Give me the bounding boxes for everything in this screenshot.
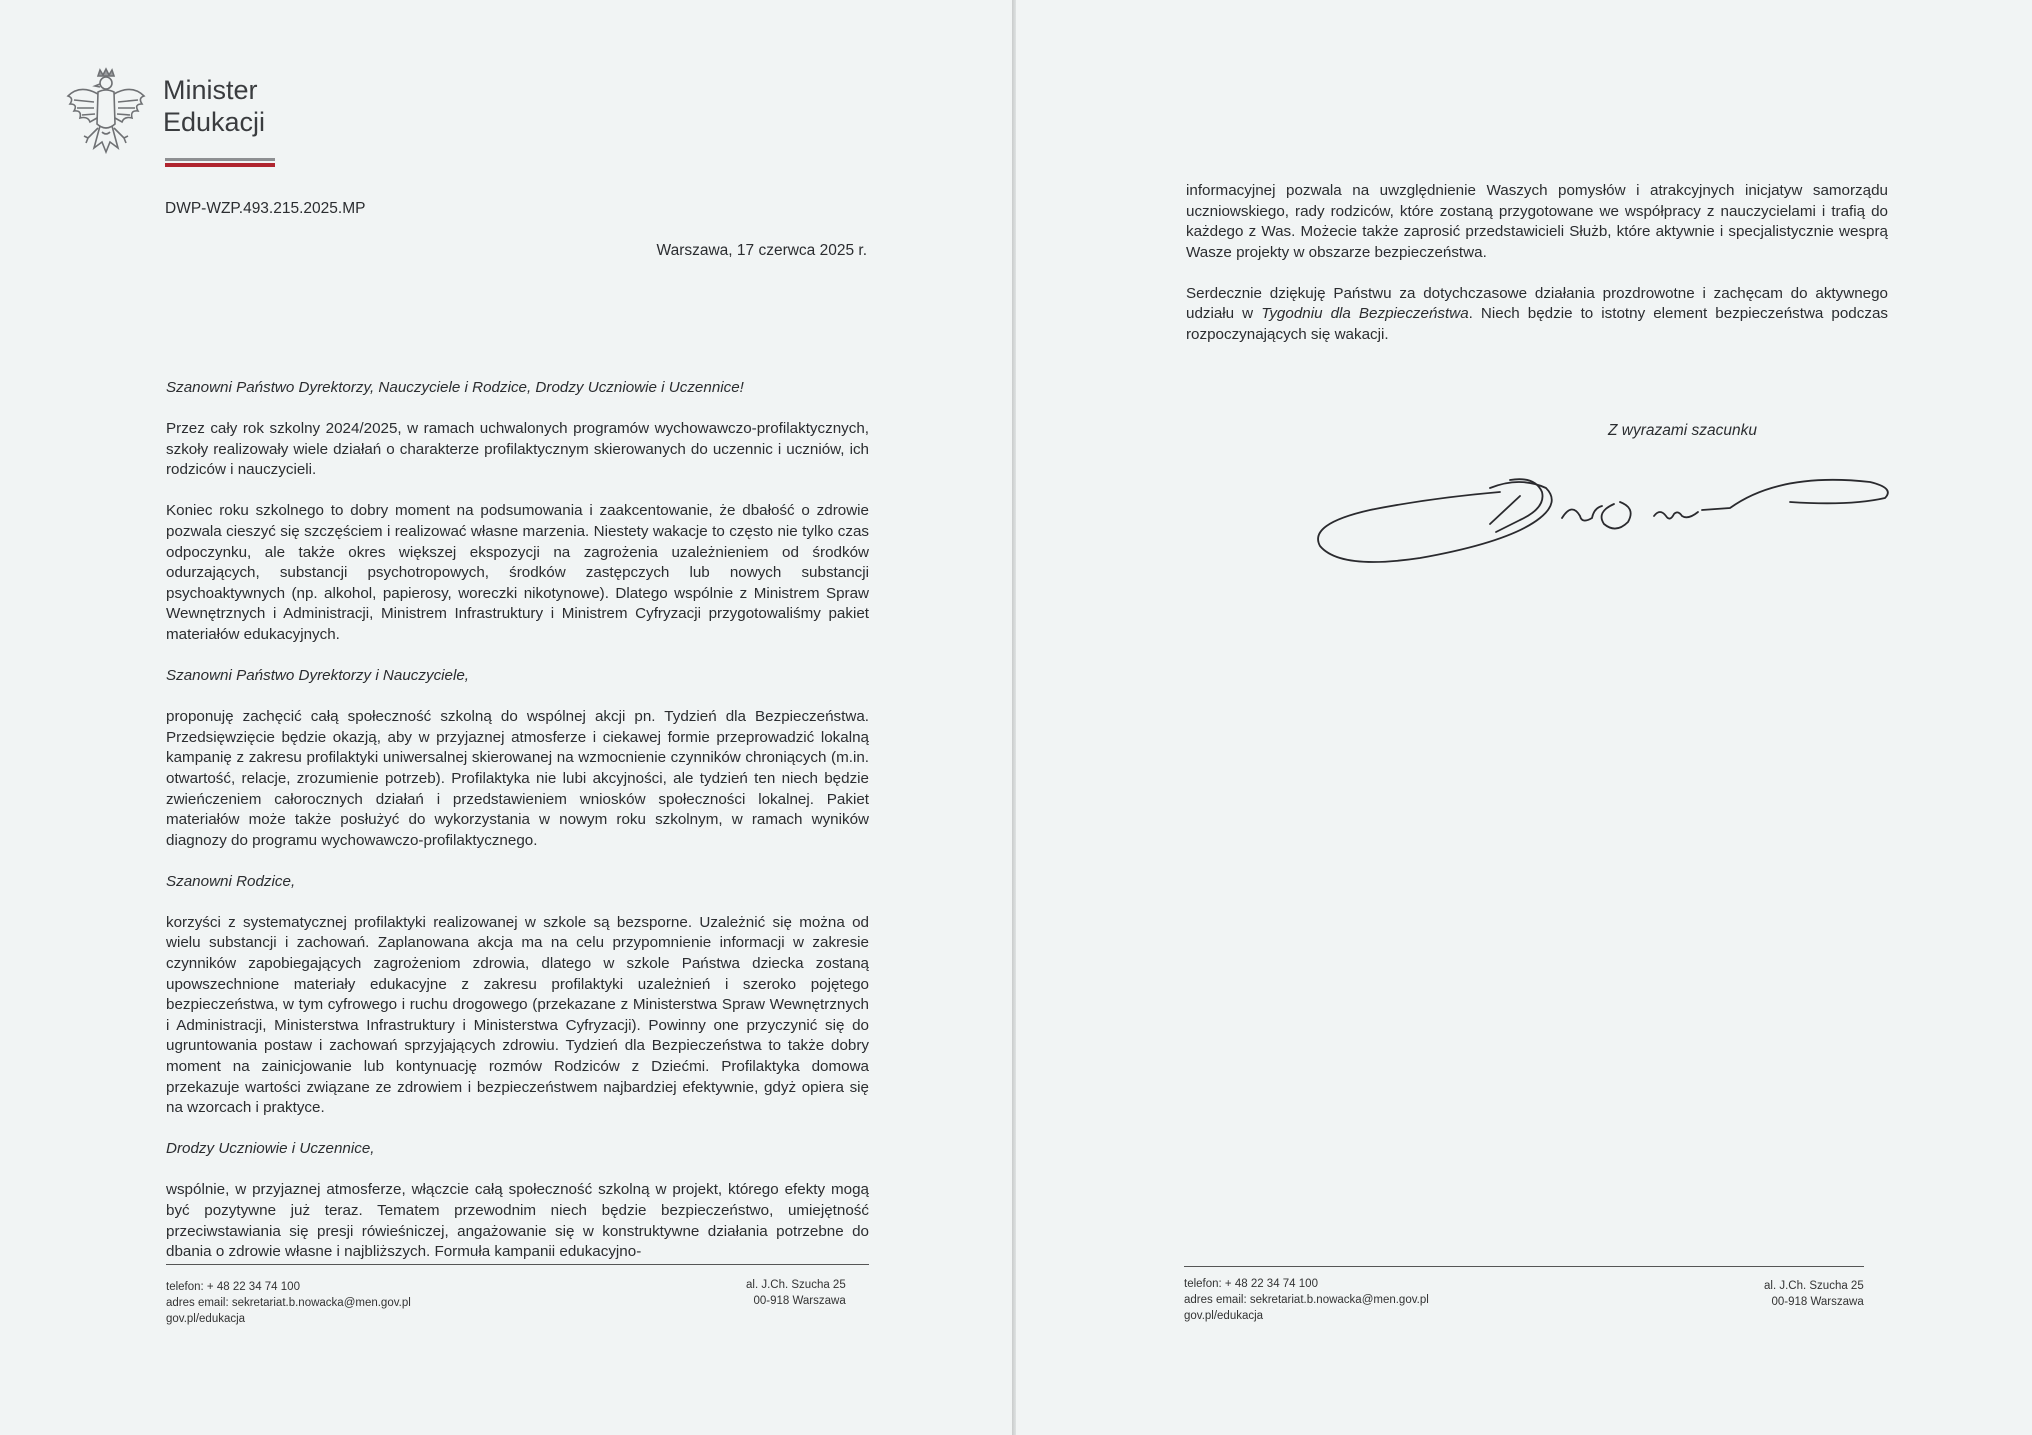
footer-street: al. J.Ch. Szucha 25 <box>746 1279 846 1291</box>
paragraph: Koniec roku szkolnego to dobry moment na podsumowania i zaakcentowanie, że dbałość o zdrowie pozwala cieszyć się szczęściem i realizować własne marzenia. Niestety wakacje to często nie tylko czas odpoczynku, ale także okres większej ekspozycji na zagrożenia uzależnieniem od środków odurzających, substancji psychotropowych, środków zastępczych lub nowych substancji psychoaktywnych (np. alkohol, papierosy, woreczki nikotynowe). Dlatego wspólnie z Ministrem Spraw Wewnętrznych i Administracji, Ministrem Infrastruktury i Ministrem Cyfryzacji przygotowaliśmy pakiet materiałów edukacyjnych. <box>166 502 869 643</box>
logo-title-line2: Edukacji <box>163 107 266 137</box>
footer-phone: telefon: + 48 22 34 74 100 <box>1184 1278 1318 1290</box>
footer-email: adres email: sekretariat.b.nowacka@men.gov.pl <box>1184 1294 1429 1306</box>
salutation: Szanowni Rodzice, <box>166 872 296 890</box>
eagle-emblem-icon <box>60 66 152 166</box>
footer-website: gov.pl/edukacja <box>1184 1310 1264 1322</box>
letter-body-column-2 <box>1186 181 1888 366</box>
ministry-logo <box>60 66 290 176</box>
document-reference: DWP-WZP.493.215.2025.MP <box>165 200 366 217</box>
salutation: Szanowni Państwo Dyrektorzy i Nauczyciele, <box>166 667 470 685</box>
salutation: Drodzy Uczniowie i Uczennice, <box>166 1140 375 1158</box>
paragraph: proponuję zachęcić całą społeczność szkolną do wspólnej akcji pn. Tydzień dla Bezpieczeństwa. Przedsięwzięcie będzie okazją, aby w przyjaznej atmosferze i ciekawej formie przeprowadzić lokalną kampanię z zakresu profilaktyki uniwersalnej skierowanej na wzmocnienie czynników chroniących (m.in. otwartość, relacje, zrozumienie potrzeb). Profilaktyka nie lubi akcyjności, ale tydzień ten niech będzie zwieńczeniem całorocznych działań i przedstawieniem wniosków społeczności lokalnej. Pakiet materiałów może także posłużyć do wykorzystania w nowym roku szkolnym, w ramach wyników diagnozy do programu wychowawczo-profilaktycznego. <box>166 708 869 849</box>
paragraph: wspólnie, w przyjaznej atmosferze, włączcie całą społeczność szkolną w projekt, którego efekty mogą być pozytywne już teraz. Tematem przewodnim niech będzie bezpieczeństwo, umiejętność przeciwstawiania się presji rówieśniczej, angażowanie się w konstruktywne działania potrzebne do dbania o zdrowie własne i najbliższych. Formuła kampanii edukacyjno- <box>166 1181 869 1261</box>
letter-page-1 <box>0 0 1012 1435</box>
paragraph: informacyjnej pozwala na uwzględnienie Waszych pomysłów i atrakcyjnych inicjatyw samorządu uczniowskiego, rady rodziców, które zostaną przygotowane we współpracy z nauczycielami i trafią do każdego z Was. Możecie także zaprosić przedstawicieli Służb, które aktywnie i specjalistycznie wesprą Wasze projekty w obszarze bezpieczeństwa. <box>1186 182 1888 261</box>
footer-website: gov.pl/edukacja <box>166 1313 246 1325</box>
logo-underline <box>165 158 275 167</box>
salutation: Szanowni Państwo Dyrektorzy, Nauczyciele i Rodzice, Drodzy Uczniowie i Uczennice! <box>166 379 744 396</box>
paragraph: korzyści z systematycznej profilaktyki realizowanej w szkole są bezsporne. Uzależnić się można od wielu substancji i zachowań. Zaplanowana akcja ma na celu przypomnienie informacji w zakresie czynników zapobiegających zagrożeniom zdrowia, dlatego w szkole Państwa dziecka zostaną upowszechnione materiały edukacyjne z zakresu profilaktyki uzależnień i szeroko pojętego bezpieczeństwa, w tym cyfrowego i ruchu drogowego (przekazane z Ministerstwa Spraw Wewnętrznych i Administracji, Ministerstwa Infrastruktury i Ministerstwa Cyfryzacji). Powinny one przyczynić się do ugruntowania postaw i zachowań sprzyjających zdrowiu. Tydzień dla Bezpieczeństwa to także dobry moment na zainicjowanie lub kontynuację rozmów Rodziców z Dziećmi. Profilaktyka domowa przekazuje wartości związane ze zdrowiem i bezpieczeństwem najbardziej efektywnie, gdyż opiera się na wzorcach i praktyce. <box>166 913 869 1117</box>
paragraph-text: . Niech będzie to istotny element bezpieczeństwa podczas rozpoczynających się wakacji. <box>1186 305 1888 344</box>
footer-address <box>1764 1278 1864 1310</box>
paragraph-text: Serdecznie dziękuję Państwu za dotychczasowe działania prozdrowotne i zachęcam do aktywnego udziału w <box>1186 284 1888 323</box>
footer-email: adres email: sekretariat.b.nowacka@men.gov.pl <box>166 1297 411 1309</box>
footer-address <box>746 1277 846 1309</box>
footer-street: al. J.Ch. Szucha 25 <box>1764 1280 1864 1292</box>
campaign-name: Tygodniu dla Bezpieczeństwa <box>1261 305 1469 323</box>
footer-city: 00-918 Warszawa <box>753 1295 846 1307</box>
logo-title-line1: Minister <box>163 75 258 105</box>
paragraph: Przez cały rok szkolny 2024/2025, w ramach uchwalonych programów wychowawczo-profilaktycznych, szkoły realizowały wiele działań o charakterze profilaktycznym skierowanych do uczennic i uczniów, ich rodziców i nauczycieli. <box>166 420 869 479</box>
closing-phrase: Z wyrazami szacunku <box>1608 422 1758 439</box>
place-and-date: Warszawa, 17 czerwca 2025 r. <box>656 242 867 259</box>
footer-divider <box>166 1264 869 1265</box>
footer-contact <box>1184 1276 1429 1324</box>
footer-phone: telefon: + 48 22 34 74 100 <box>166 1281 300 1293</box>
footer-city: 00-918 Warszawa <box>1771 1296 1864 1308</box>
handwritten-signature <box>1310 462 1900 582</box>
footer-divider <box>1184 1266 1864 1267</box>
paragraph <box>1186 284 1888 346</box>
letter-body-column-1 <box>166 378 869 1283</box>
footer-contact <box>166 1279 411 1327</box>
